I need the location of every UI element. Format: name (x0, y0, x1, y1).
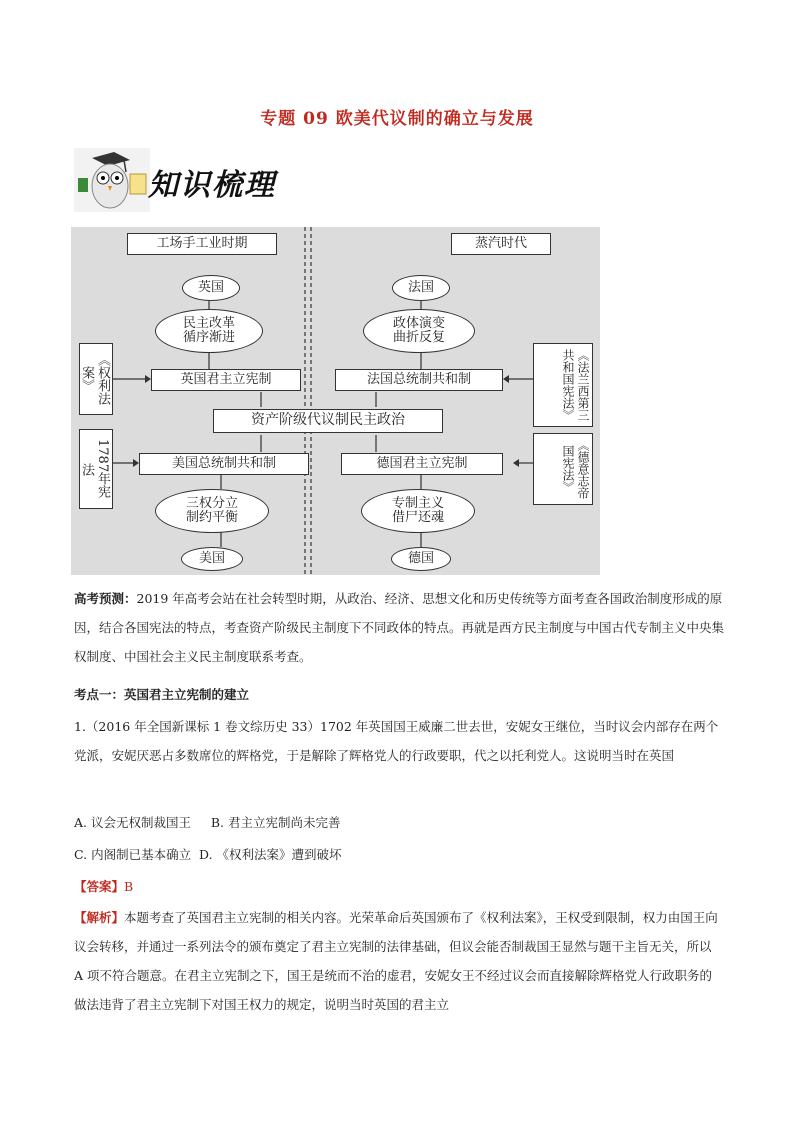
question-stem: 1.（2016 年全国新课标 1 卷文综历史 33）1702 年英国国王威廉二世去世，安妮女王继位，当时议会内部存在两个党派，安妮厌恶占多数席位的辉格党，于是解除了辉格党人的行政要职，代之以托利党人。这说明当时在英国 (74, 719, 719, 763)
option-d: D. 《权利法案》遭到破坏 (199, 847, 342, 862)
option-c: C. 内阁制已基本确立 (74, 847, 192, 862)
forecast-text: 2019 年高考会站在社会转型时期，从政治、经济、思想文化和历史传统等方面考查各国政治制度形成的原因，结合各国宪法的特点，考查资产阶级民主制度下不同政体的特点。再就是西方民主制度与中国古代专制主义中央集权制度、中国社会主义民主制度联系考查。 (74, 591, 725, 664)
usa-system: 美国总统制共和制 (139, 453, 309, 475)
england-feature: 民主改革 循序渐进 (155, 309, 263, 353)
analysis-text: 本题考查了英国君主立宪制的相关内容。光荣革命后英国颁布了《权利法案》，王权受到限制，权力由国王向议会转移，并通过一系列法令的颁布奠定了君主立宪制的法律基础，但议会能否制裁国王显然与题干主旨无关，所以 A 项不符合题意。在君主立宪制之下，国王是统而不治的虚君，安妮女王不经过议会而直接解除辉格党人行政职务的做法违背了君主立宪制下对国王权力的规定，说明当时英国的君主立 (74, 910, 718, 1012)
analysis-label: 【解析】 (74, 910, 125, 925)
france-system: 法国总统制共和制 (335, 369, 503, 391)
concept-diagram (71, 227, 600, 575)
france-feature: 政体演变 曲折反复 (363, 309, 475, 353)
right-period-label: 蒸汽时代 (451, 233, 551, 255)
usa-law: 1787年宪法 (79, 429, 113, 509)
england-node: 英国 (182, 275, 240, 301)
france-node: 法国 (392, 275, 450, 301)
owl-scholar-icon (74, 148, 150, 212)
section-heading: 考点一：英国君主立宪制的建立 (74, 687, 250, 702)
england-system: 英国君主立宪制 (151, 369, 301, 391)
forecast-paragraph (74, 584, 724, 671)
england-law: 《权利法案》 (79, 343, 113, 415)
center-concept: 资产阶级代议制民主政治 (213, 409, 443, 433)
answer-line (74, 872, 724, 901)
forecast-label: 高考预测： (74, 591, 137, 606)
germany-system: 德国君主立宪制 (341, 453, 503, 475)
germany-node: 德国 (391, 547, 451, 571)
usa-node: 美国 (181, 547, 243, 571)
section-banner-text: 知识梳理 (148, 168, 276, 203)
germany-law: 《德意志帝国宪法》 (533, 433, 593, 505)
usa-feature: 三权分立 制约平衡 (155, 489, 269, 533)
options-row-2 (74, 840, 724, 869)
germany-feature: 专制主义 借尸还魂 (361, 489, 475, 533)
option-b: B. 君主立宪制尚未完善 (210, 815, 341, 830)
answer-value: B (124, 879, 134, 894)
diagram-lines (71, 227, 600, 575)
analysis-paragraph (74, 903, 724, 1019)
france-law: 《法兰西第三共和国宪法》 (533, 343, 593, 427)
options-row-1 (74, 808, 724, 837)
page-title: 专题 09 欧美代议制的确立与发展 (260, 109, 534, 129)
left-period-label: 工场手工业时期 (127, 233, 277, 255)
answer-label: 【答案】 (74, 879, 125, 894)
option-a: A. 议会无权制裁国王 (74, 815, 191, 830)
